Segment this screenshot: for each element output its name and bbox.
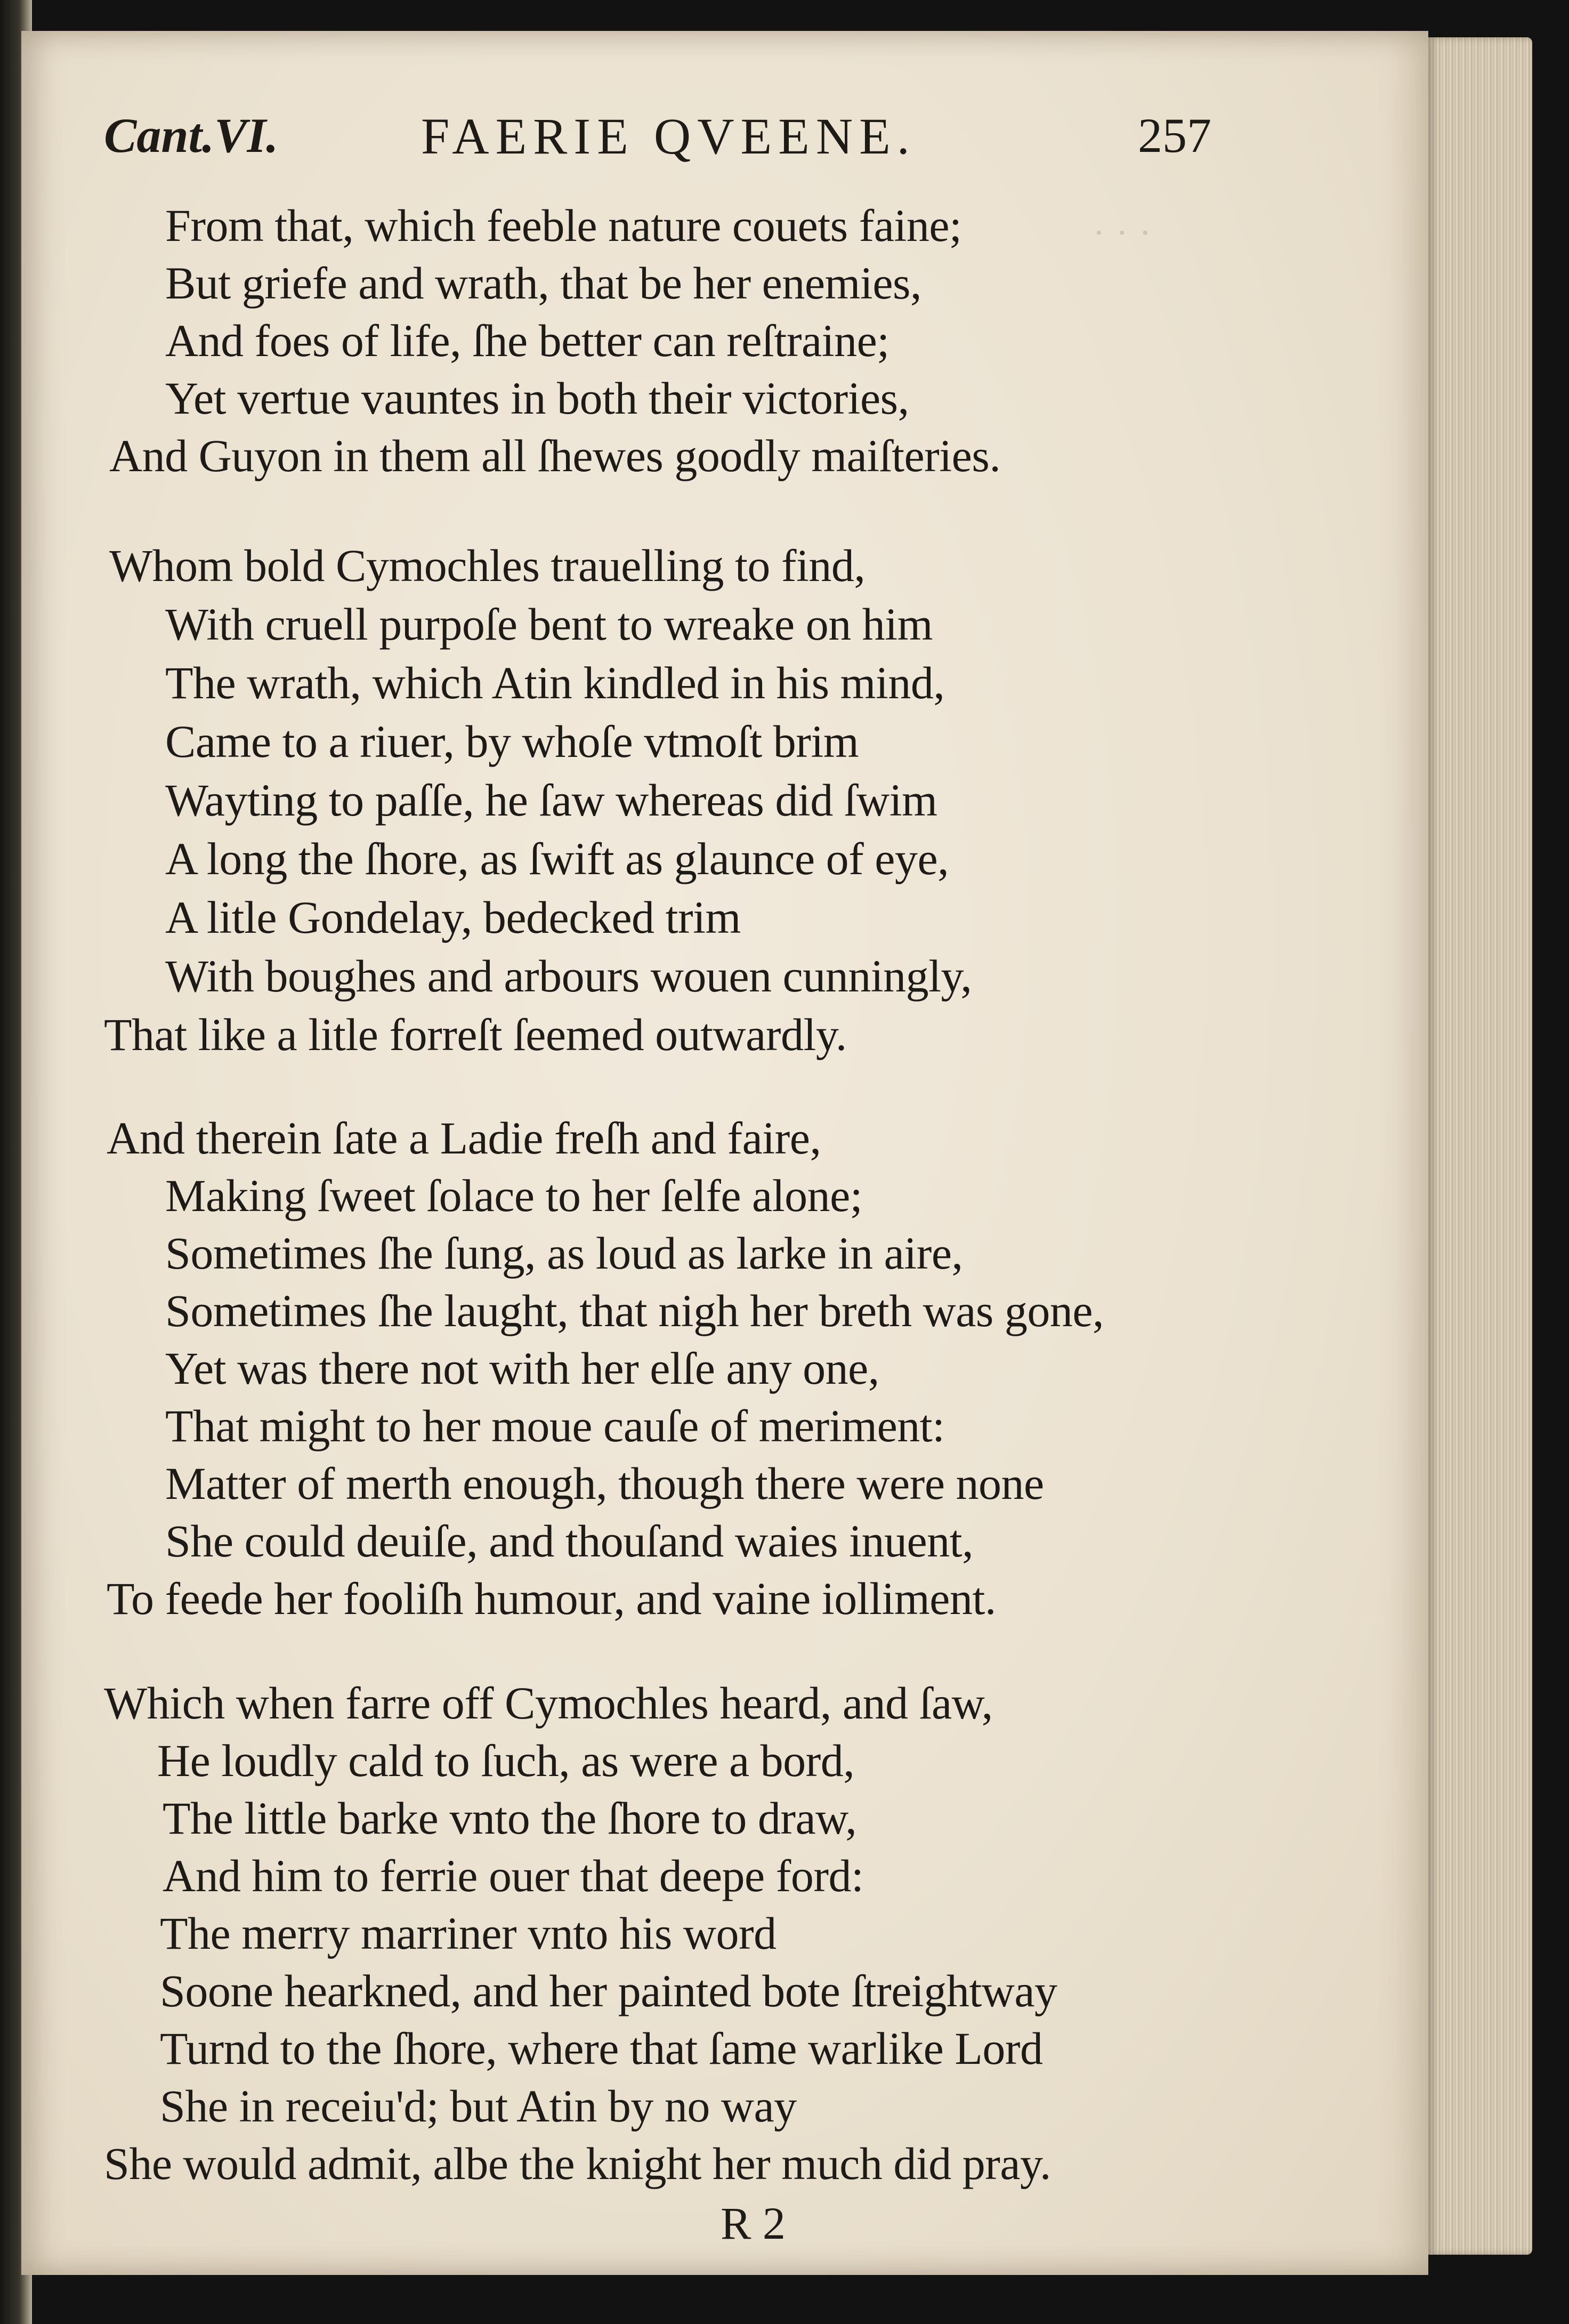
verse-line: Sometimes ſhe ſung, as loud as larke in aire,	[165, 1228, 963, 1279]
verse-line: Wayting to paſſe, he ſaw whereas did ſwim	[165, 774, 937, 826]
verse-line: With cruell purpoſe bent to wreake on him	[165, 599, 933, 650]
verse-line: Turnd to the ſhore, where that ſame warlike Lord	[160, 2023, 1043, 2074]
verse-line: Which when farre off Cymochles heard, and ſaw,	[104, 1677, 993, 1729]
verse-line: He loudly cald to ſuch, as were a bord,	[157, 1735, 855, 1786]
verse-line: A long the ſhore, as ſwift as glaunce of eye,	[165, 833, 949, 884]
verse-line: Making ſweet ſolace to her ſelfe alone;	[165, 1170, 863, 1221]
verse-line: She in receiu'd; but Atin by no way	[160, 2080, 797, 2132]
verse-line: Yet was there not with her elſe any one,	[165, 1343, 879, 1394]
verse-line: Matter of merth enough, though there were none	[165, 1458, 1044, 1509]
verse-line: Sometimes ſhe laught, that nigh her breth was gone,	[165, 1285, 1104, 1336]
verse-line: The merry marriner vnto his word	[160, 1908, 777, 1959]
verse-line: From that, which feeble nature couets faine;	[165, 200, 962, 251]
verse-line: But griefe and wrath, that be her enemies,	[165, 257, 921, 309]
verse-line: Whom bold Cymochles trauelling to find,	[109, 540, 866, 591]
verse-line: Came to a riuer, by whoſe vtmoſt brim	[165, 716, 859, 767]
verse-line: That like a litle forreſt ſeemed outwardly.	[104, 1009, 847, 1060]
verse-line: Soone hearkned, and her painted bote ſtreightway	[160, 1965, 1057, 2016]
verse-line: And foes of life, ſhe better can reſtraine;	[165, 315, 889, 366]
running-head-canto: Cant.VI.	[104, 108, 279, 163]
verse-line: That might to her moue cauſe of meriment:	[165, 1400, 945, 1451]
verse-line: She could deuiſe, and thouſand waies inuent,	[165, 1515, 974, 1567]
show-through-text: · · ·	[1093, 213, 1151, 252]
page-number: 257	[1138, 108, 1211, 163]
verse-line: She would admit, albe the knight her much did pray.	[104, 2138, 1051, 2189]
verse-line: And him to ferrie ouer that deepe ford:	[163, 1850, 864, 1901]
signature-mark: R 2	[721, 2198, 786, 2249]
running-head-title: FAERIE QVEENE.	[421, 108, 916, 165]
verse-line: With boughes and arbours wouen cunningly,	[165, 950, 972, 1002]
verse-line: And therein ſate a Ladie freſh and faire,	[107, 1112, 821, 1164]
verse-line: The little barke vnto the ſhore to draw,	[163, 1793, 857, 1844]
verse-line: Yet vertue vauntes in both their victories,	[165, 373, 909, 424]
verse-line: A litle Gondelay, bedecked trim	[165, 892, 741, 943]
verse-line: And Guyon in them all ſhewes goodly maiſteries.	[109, 430, 1001, 481]
verse-line: The wrath, which Atin kindled in his mind,	[165, 657, 945, 708]
verse-line: To feede her fooliſh humour, and vaine iolliment.	[107, 1573, 996, 1624]
